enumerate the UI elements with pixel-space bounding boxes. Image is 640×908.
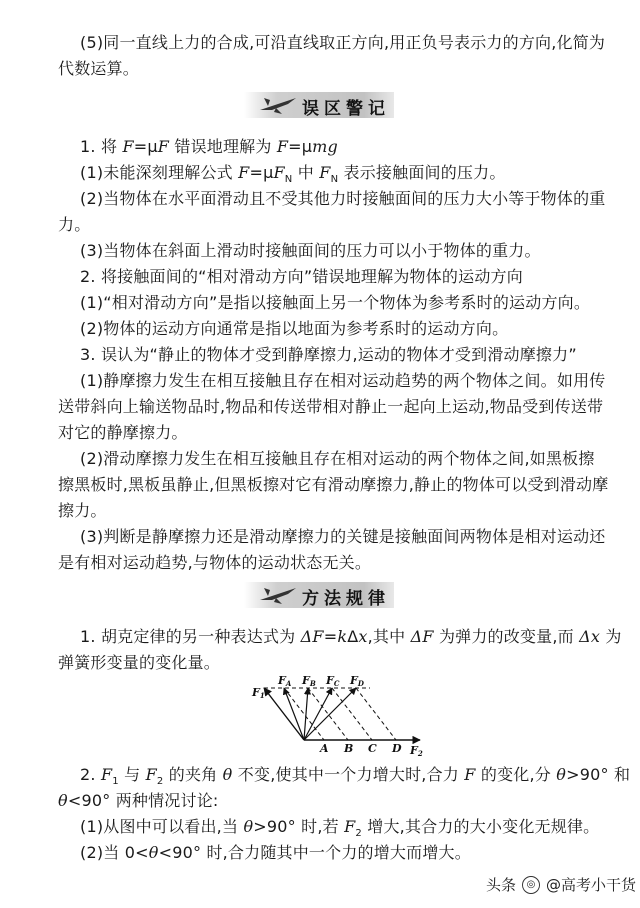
text: (3)当物体在斜面上滑动时接触面间的压力可以小于物体的重力。 [80, 241, 541, 260]
text: F [100, 765, 113, 784]
text: 增大,其合力的大小变化无规律。 [361, 817, 600, 836]
label-d: D [392, 742, 402, 755]
text: θ [556, 765, 567, 784]
text: (3)判断是静摩擦力还是滑动摩擦力的关键是接触面间两物体是相对运动还 [80, 527, 606, 546]
label-f2: F2 [410, 744, 423, 756]
text-line [58, 214, 618, 236]
text: ΔF [300, 627, 324, 646]
dashed-side-c [332, 688, 372, 740]
text: (1)静摩擦力发生在相互接触且存在相对运动趋势的两个物体之间。如用传 [80, 371, 606, 390]
section-banner-wuqu [244, 92, 394, 118]
text: 2. [80, 765, 101, 784]
vector-fd [304, 688, 356, 740]
text-line [80, 816, 640, 845]
text: ΔF [410, 627, 434, 646]
text: 为 [600, 627, 622, 646]
label-c: C [368, 742, 377, 755]
text-line [58, 652, 618, 674]
text: (1)未能深刻理解公式 [80, 163, 239, 182]
section-banner-fangfa [244, 582, 394, 608]
text-line [58, 58, 618, 80]
watermark-source: 头条 [486, 876, 517, 894]
text-line [80, 292, 640, 314]
text: =μ [133, 137, 158, 156]
text: 表示接触面间的压力。 [338, 163, 506, 182]
text: 的变化,分 [475, 765, 557, 784]
vector-fb [304, 688, 308, 740]
text-line [80, 318, 640, 340]
text: (2)物体的运动方向通常是指以地面为参考系时的运动方向。 [80, 319, 509, 338]
text: θ [58, 791, 68, 810]
text-line [80, 162, 640, 191]
label-b: B [344, 742, 354, 755]
text: 力。 [58, 215, 91, 234]
plane-icon [258, 94, 298, 116]
text: 擦黑板时,黑板虽静止,但黑板擦对它有滑动摩擦力,静止的物体可以受到滑动摩 [58, 475, 609, 494]
text: F [464, 765, 476, 784]
text-line [80, 764, 640, 793]
text: (1)“相对滑动方向”是指以接触面上另一个物体为参考系时的运动方向。 [80, 293, 591, 312]
text-line [58, 552, 618, 574]
text: 2 [156, 776, 164, 788]
text-line [80, 188, 640, 210]
text: 是有相对运动趋势,与物体的运动状态无关。 [58, 553, 372, 572]
vector-fc [304, 688, 332, 740]
text: 擦力。 [58, 501, 107, 520]
toutiao-logo-icon: ◎ [522, 876, 540, 894]
text-line [58, 396, 618, 418]
text: F [273, 163, 285, 182]
text: >90° 和 [566, 765, 631, 784]
text: 3. 误认为“静止的物体才受到静摩擦力,运动的物体才受到滑动摩擦力” [80, 345, 577, 364]
text-line [58, 790, 618, 812]
plane-icon [258, 584, 298, 606]
text-line [80, 370, 640, 392]
text: mg [312, 137, 338, 156]
vector-fa [284, 688, 304, 740]
text: (2)当物体在水平面滑动且不受其他力时接触面间的压力大小等于物体的重 [80, 189, 606, 208]
text: >90° 时,若 [253, 817, 345, 836]
text: N [284, 174, 293, 186]
text: F [145, 765, 157, 784]
text: ,其中 [367, 627, 411, 646]
text-line [80, 526, 640, 548]
label-fa: FA [278, 674, 292, 688]
text: (2)滑动摩擦力发生在相互接触且存在相对运动的两个物体之间,如黑板擦 [80, 449, 595, 468]
text: = [323, 627, 338, 646]
text: 弹簧形变量的变化量。 [58, 653, 221, 672]
text: (1)从图中可以看出,当 [80, 817, 244, 836]
text: 为弹力的改变量,而 [433, 627, 580, 646]
text: F [276, 137, 289, 156]
text: 代数运算。 [58, 59, 140, 78]
force-parallelogram-diagram [240, 672, 430, 756]
label-f1: F1 [252, 686, 265, 700]
text: N [330, 174, 339, 186]
text: 对它的静摩擦力。 [58, 423, 188, 442]
text-line [80, 240, 640, 262]
text: =μ [288, 137, 313, 156]
text-line [80, 266, 640, 288]
text: θ [222, 765, 233, 784]
watermark [486, 874, 636, 895]
text-line [80, 344, 640, 366]
text: x [358, 627, 368, 646]
text: (2)当 0< [80, 843, 149, 862]
text: 不变,使其中一个力增大时,合力 [232, 765, 465, 784]
text: F [319, 163, 331, 182]
text: 1 [112, 776, 119, 788]
label-a: A [320, 742, 329, 755]
text-line [80, 136, 640, 158]
text: 与 [118, 765, 146, 784]
text: (5)同一直线上力的合成,可沿直线取正方向,用正负号表示力的方向,化简为 [80, 33, 606, 52]
text: F [157, 137, 170, 156]
text-line [58, 422, 618, 444]
text: <90° 两种情况讨论: [67, 791, 219, 810]
text-line [80, 842, 640, 864]
text-line [80, 448, 640, 470]
text: 中 [292, 163, 320, 182]
text: F [238, 163, 250, 182]
text-line [80, 32, 640, 54]
text: <90° 时,合力随其中一个力的增大而增大。 [158, 843, 471, 862]
text: 2 [355, 828, 362, 840]
vector-f1 [264, 688, 304, 740]
text: 错误地理解为 [169, 137, 277, 156]
text: 的夹角 [163, 765, 223, 784]
text: Δ [347, 627, 359, 646]
text: F [344, 817, 356, 836]
banner-title: 误区警记 [302, 99, 390, 119]
text: k [337, 627, 348, 646]
banner-title: 方法规律 [302, 589, 390, 609]
text: 1. 胡克定律的另一种表达式为 [80, 627, 301, 646]
label-fd: FD [350, 674, 364, 688]
label-fb: FB [302, 674, 316, 688]
text-line [58, 500, 618, 522]
text-line [80, 626, 640, 648]
dashed-side-d [356, 688, 396, 740]
label-fc: FC [326, 674, 340, 688]
text: 送带斜向上输送物品时,物品和传送带相对静止一起向上运动,物品受到传送带 [58, 397, 604, 416]
text: F [122, 137, 134, 156]
text: θ [243, 817, 254, 836]
text: 2. 将接触面间的“相对滑动方向”错误地理解为物体的运动方向 [80, 267, 523, 286]
text: =μ [249, 163, 274, 182]
watermark-author: @高考小干货 [546, 876, 637, 894]
text-line [58, 474, 618, 496]
text: 1. 将 [80, 137, 123, 156]
text: θ [148, 843, 159, 862]
text: Δx [579, 627, 601, 646]
